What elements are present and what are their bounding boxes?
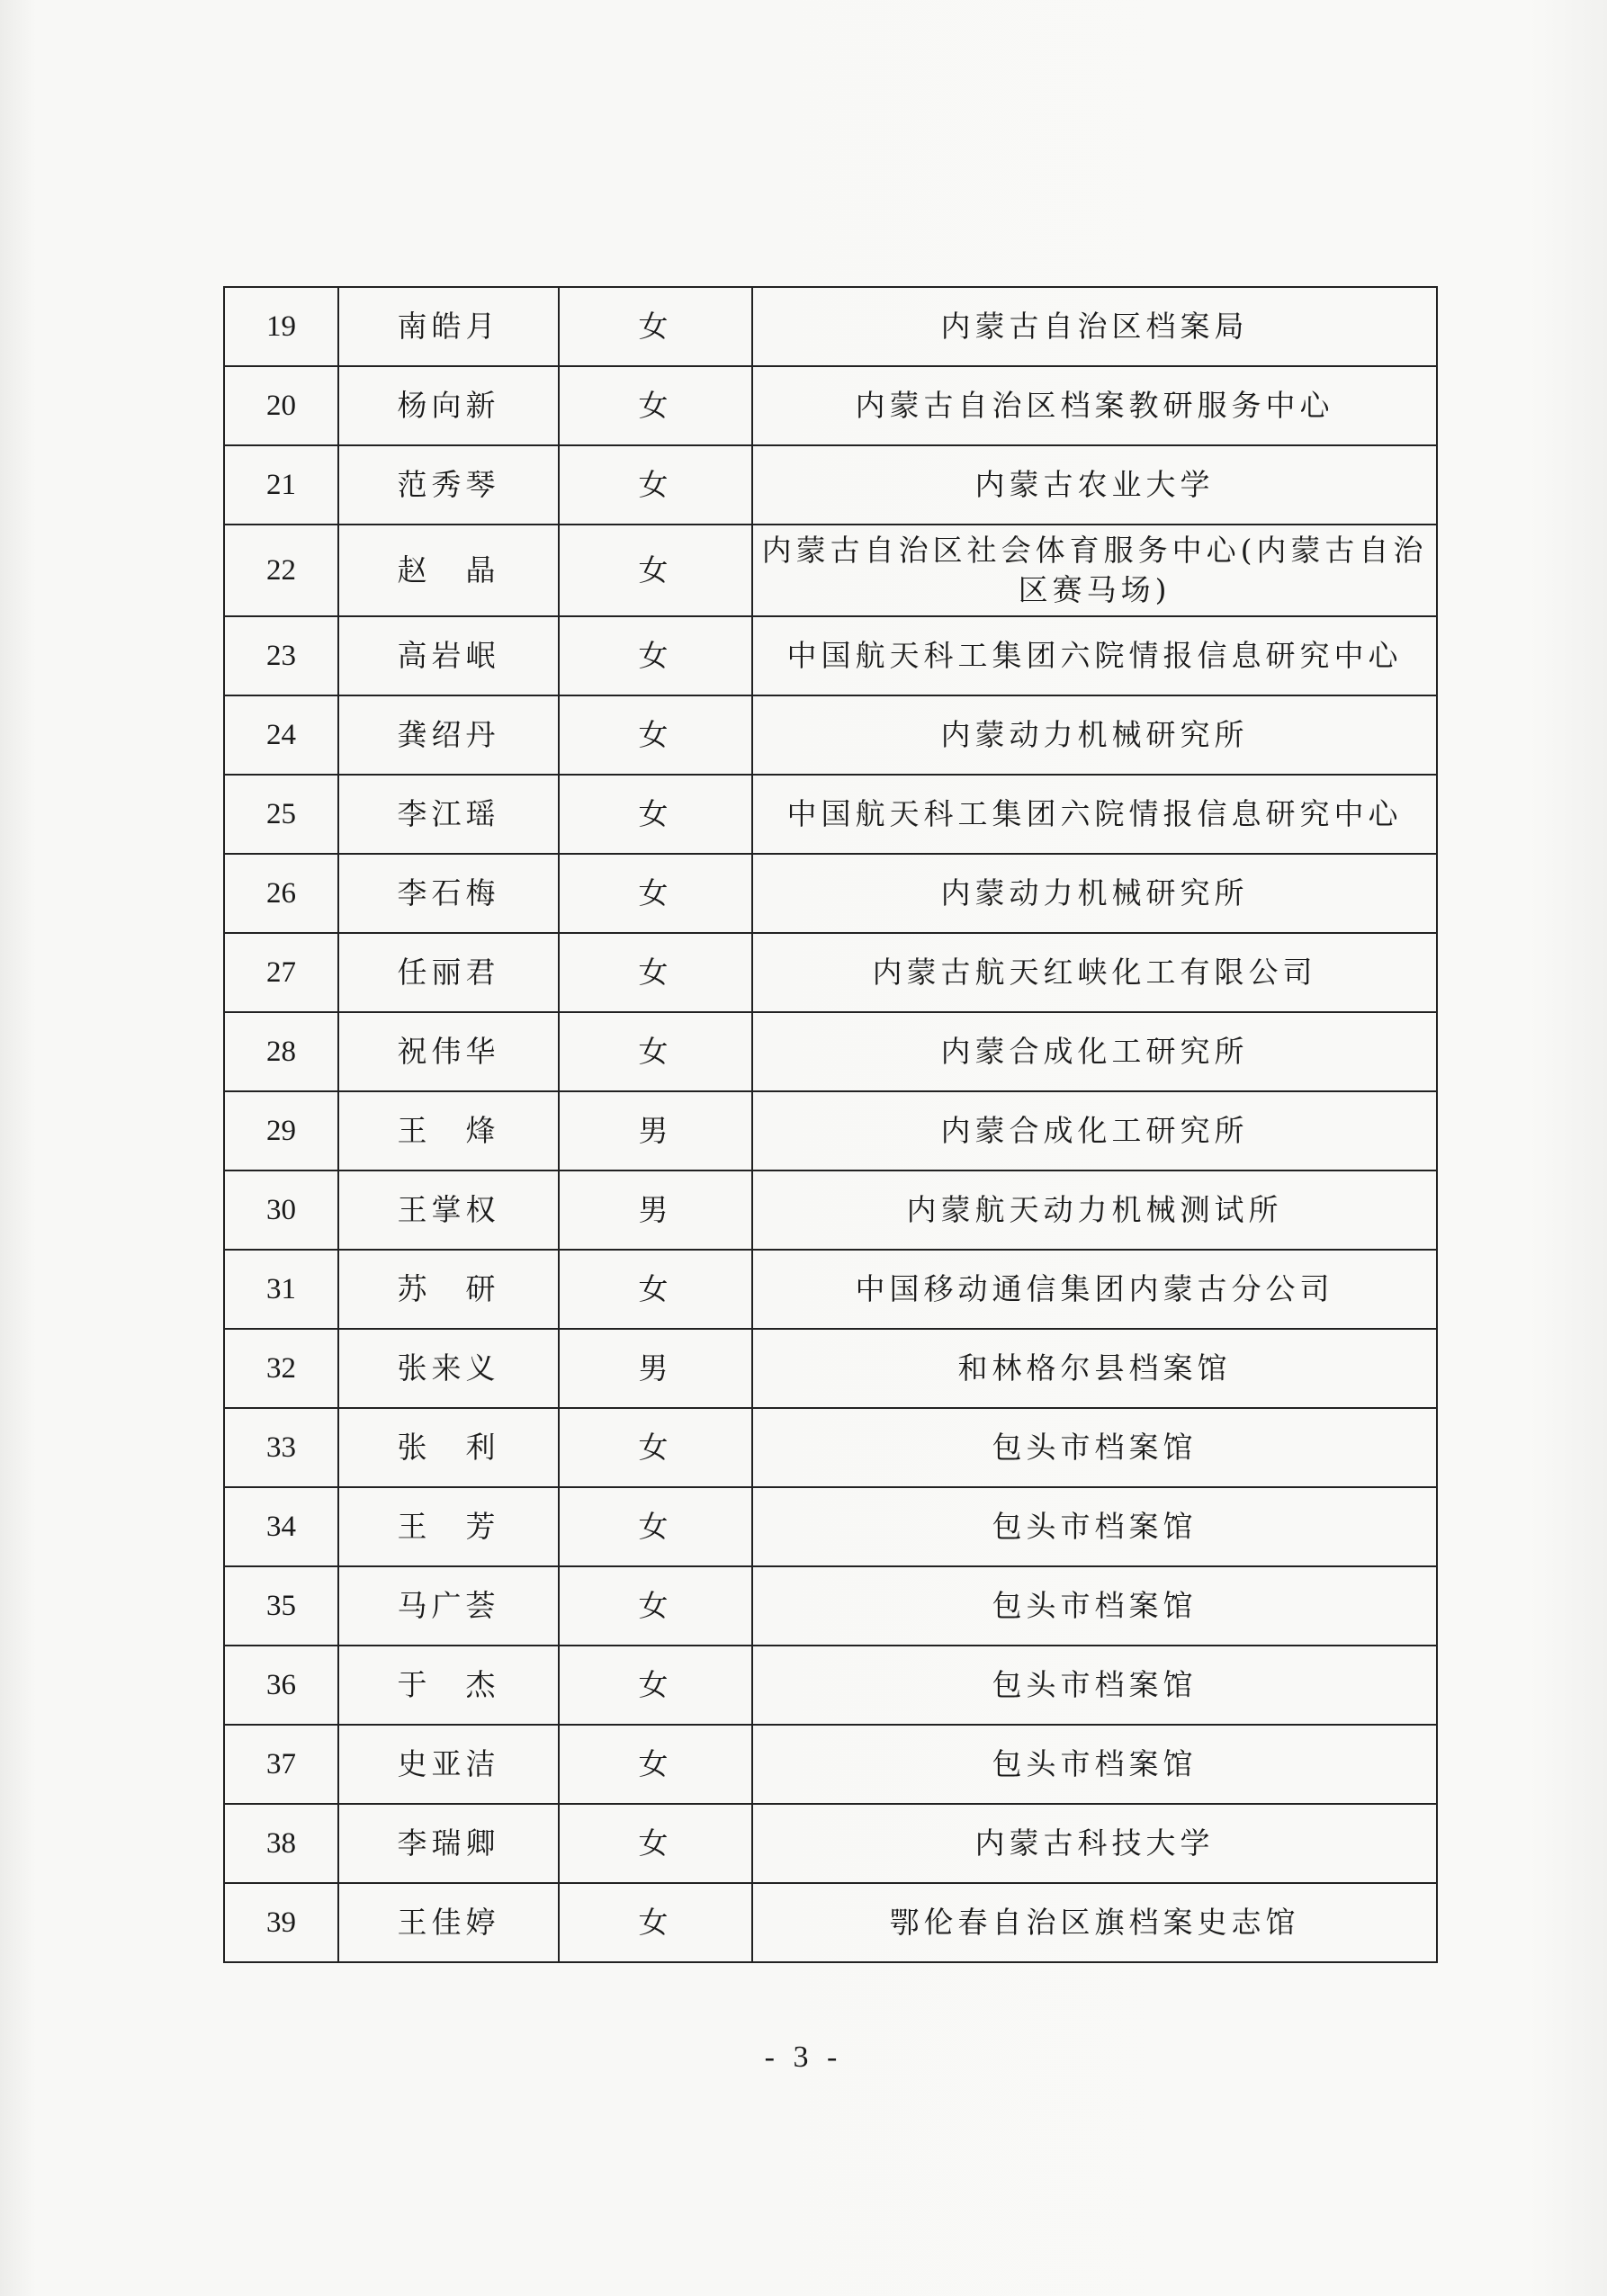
roster-table-body [224,287,1437,1962]
table-row [224,1091,1437,1170]
work-unit: 包头市档案馆 [752,1566,1437,1646]
row-number: 37 [224,1725,338,1804]
person-name: 于 杰 [338,1646,559,1725]
person-gender: 女 [559,616,752,695]
row-number: 22 [224,525,338,616]
table-row [224,1329,1437,1408]
table-row [224,1170,1437,1250]
row-number: 36 [224,1646,338,1725]
person-name: 马广荟 [338,1566,559,1646]
person-gender: 女 [559,1725,752,1804]
table-row [224,1566,1437,1646]
row-number: 27 [224,933,338,1012]
person-name: 赵 晶 [338,525,559,616]
table-row [224,616,1437,695]
person-gender: 女 [559,1883,752,1962]
table-row [224,287,1437,366]
person-gender: 女 [559,525,752,616]
row-number: 33 [224,1408,338,1487]
row-number: 21 [224,445,338,525]
table-row [224,1725,1437,1804]
row-number: 34 [224,1487,338,1566]
work-unit: 内蒙航天动力机械测试所 [752,1170,1437,1250]
work-unit: 内蒙动力机械研究所 [752,695,1437,775]
person-gender: 女 [559,1646,752,1725]
person-name: 祝伟华 [338,1012,559,1091]
row-number: 29 [224,1091,338,1170]
person-gender: 女 [559,1012,752,1091]
row-number: 35 [224,1566,338,1646]
person-gender: 女 [559,287,752,366]
person-gender: 男 [559,1091,752,1170]
row-number: 38 [224,1804,338,1883]
table-row [224,1487,1437,1566]
person-name: 苏 研 [338,1250,559,1329]
work-unit: 内蒙古自治区档案教研服务中心 [752,366,1437,445]
row-number: 24 [224,695,338,775]
person-gender: 女 [559,854,752,933]
person-name: 李石梅 [338,854,559,933]
person-gender: 男 [559,1170,752,1250]
person-gender: 女 [559,445,752,525]
work-unit: 包头市档案馆 [752,1646,1437,1725]
table-row [224,933,1437,1012]
table-row [224,854,1437,933]
person-name: 李瑞卿 [338,1804,559,1883]
person-gender: 女 [559,775,752,854]
person-gender: 女 [559,1566,752,1646]
person-gender: 女 [559,695,752,775]
work-unit: 鄂伦春自治区旗档案史志馆 [752,1883,1437,1962]
work-unit: 内蒙合成化工研究所 [752,1012,1437,1091]
table-row [224,1883,1437,1962]
person-name: 任丽君 [338,933,559,1012]
work-unit: 中国航天科工集团六院情报信息研究中心 [752,775,1437,854]
row-number: 20 [224,366,338,445]
work-unit: 内蒙动力机械研究所 [752,854,1437,933]
table-row [224,775,1437,854]
table-row [224,1646,1437,1725]
row-number: 23 [224,616,338,695]
work-unit: 中国航天科工集团六院情报信息研究中心 [752,616,1437,695]
table-row [224,1408,1437,1487]
row-number: 31 [224,1250,338,1329]
work-unit: 包头市档案馆 [752,1408,1437,1487]
person-gender: 女 [559,1804,752,1883]
person-name: 杨向新 [338,366,559,445]
work-unit: 内蒙古自治区档案局 [752,287,1437,366]
person-name: 王 烽 [338,1091,559,1170]
work-unit: 中国移动通信集团内蒙古分公司 [752,1250,1437,1329]
work-unit: 内蒙合成化工研究所 [752,1091,1437,1170]
person-gender: 女 [559,1487,752,1566]
person-gender: 男 [559,1329,752,1408]
person-name: 张来义 [338,1329,559,1408]
row-number: 32 [224,1329,338,1408]
person-name: 史亚洁 [338,1725,559,1804]
row-number: 25 [224,775,338,854]
work-unit: 内蒙古航天红峡化工有限公司 [752,933,1437,1012]
table-row [224,1012,1437,1091]
work-unit: 包头市档案馆 [752,1487,1437,1566]
work-unit: 内蒙古自治区社会体育服务中心(内蒙古自治区赛马场) [752,525,1437,616]
work-unit: 包头市档案馆 [752,1725,1437,1804]
page-number: - 3 - [764,2040,843,2074]
row-number: 19 [224,287,338,366]
row-number: 39 [224,1883,338,1962]
table-row [224,1250,1437,1329]
table-row [224,525,1437,616]
row-number: 28 [224,1012,338,1091]
table-row [224,1804,1437,1883]
person-name: 龚绍丹 [338,695,559,775]
person-name: 高岩岷 [338,616,559,695]
person-name: 李江瑶 [338,775,559,854]
person-gender: 女 [559,1408,752,1487]
work-unit: 内蒙古科技大学 [752,1804,1437,1883]
roster-table [223,286,1438,1963]
person-name: 王佳婷 [338,1883,559,1962]
person-gender: 女 [559,366,752,445]
person-name: 范秀琴 [338,445,559,525]
person-name: 王 芳 [338,1487,559,1566]
row-number: 30 [224,1170,338,1250]
person-name: 张 利 [338,1408,559,1487]
person-name: 王掌权 [338,1170,559,1250]
person-name: 南皓月 [338,287,559,366]
work-unit: 和林格尔县档案馆 [752,1329,1437,1408]
row-number: 26 [224,854,338,933]
person-gender: 女 [559,933,752,1012]
work-unit: 内蒙古农业大学 [752,445,1437,525]
person-gender: 女 [559,1250,752,1329]
table-row [224,695,1437,775]
table-row [224,366,1437,445]
table-row [224,445,1437,525]
